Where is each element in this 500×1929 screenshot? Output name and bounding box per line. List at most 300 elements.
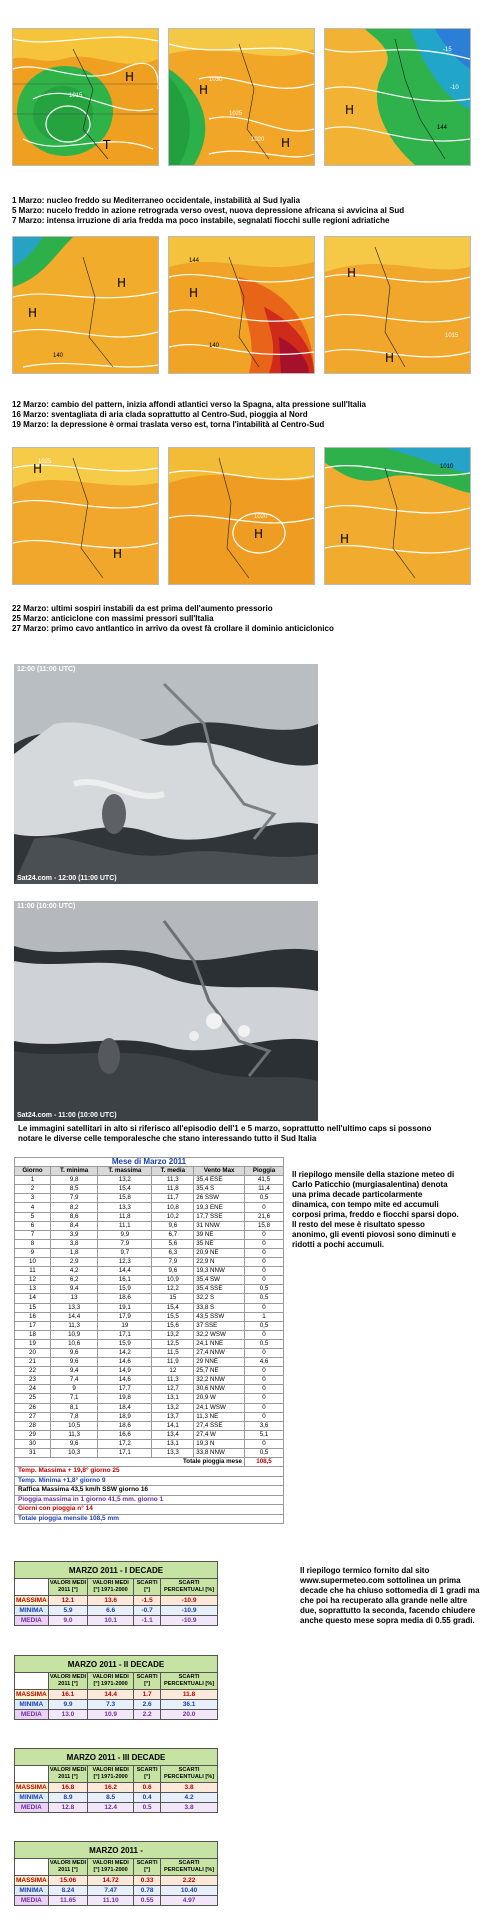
table-cell: 30	[15, 1439, 51, 1448]
decade-row	[15, 1783, 218, 1793]
decade-row	[15, 1690, 218, 1700]
decade-header: SCARTI [°]	[134, 1766, 161, 1783]
table-cell: 18,4	[98, 1403, 152, 1412]
table-cell: 10,9	[152, 1276, 194, 1285]
decade-value: 2.2	[134, 1710, 161, 1720]
side-note-1: Il riepilogo mensile della stazione meteo di Carlo Paticchio (murgiasalentina) denota una prima decade particolarmente dinamica, con tempo mite ed accumuli corposi prima, freddo e fiocchi sparsi dopo. Il resto del mese è risultato spesso anonimo, gli eventi piovosi sono diminuti e ridotti a pochi accumuli.	[292, 1170, 459, 1249]
table-cell: 15	[152, 1294, 194, 1303]
decade-value: 12.1	[48, 1596, 88, 1606]
decade-row	[15, 1616, 218, 1626]
decade-row	[15, 1886, 218, 1896]
svg-text:144: 144	[189, 258, 200, 264]
monthly-table-body	[15, 1176, 284, 1458]
svg-text:140: 140	[53, 353, 64, 359]
decade-value: 3.8	[161, 1803, 218, 1813]
decade-value: 4.2	[161, 1793, 218, 1803]
decade-value: 10.1	[88, 1616, 134, 1626]
table-cell: 18,9	[98, 1412, 152, 1421]
table-row	[15, 1385, 284, 1394]
table-cell: 13	[51, 1294, 98, 1303]
map-1-marzo	[12, 28, 159, 166]
map-19-marzo	[324, 236, 471, 374]
monthly-header-3: T. media	[152, 1167, 194, 1176]
table-cell: 20	[15, 1348, 51, 1357]
decade-value: -1.5	[134, 1596, 161, 1606]
table-cell: 7,1	[51, 1394, 98, 1403]
decade-header: VALORI MEDI 2011 [°]	[48, 1766, 88, 1783]
table-cell: 8,6	[51, 1212, 98, 1221]
table-cell: 17	[15, 1321, 51, 1330]
table-cell: 0	[245, 1394, 284, 1403]
decade-row	[15, 1876, 218, 1886]
decade-row-label: MASSIMA	[16, 1784, 47, 1791]
decade-row	[15, 1596, 218, 1606]
table-cell: 9,4	[51, 1285, 98, 1294]
table-cell: 0	[245, 1303, 284, 1312]
table-cell: 9,6	[152, 1267, 194, 1276]
svg-text:1015: 1015	[445, 333, 459, 339]
table-cell: 11,3	[51, 1430, 98, 1439]
satellite-1-bottom-label: Sat24.com - 12:00 (11:00 UTC)	[17, 875, 117, 882]
decade-row-label: MASSIMA	[16, 1877, 47, 1884]
table-cell: 29	[15, 1430, 51, 1439]
decade-value: 1.7	[134, 1690, 161, 1700]
table-cell: 11	[15, 1267, 51, 1276]
table-cell: 11,1	[98, 1221, 152, 1230]
table-cell: 9,6	[51, 1358, 98, 1367]
monthly-table	[14, 1157, 284, 1467]
decade-row	[15, 1896, 218, 1906]
table-cell: 9	[15, 1248, 51, 1257]
table-row	[15, 1412, 284, 1421]
table-cell: 14,6	[98, 1358, 152, 1367]
map-12-marzo	[12, 236, 159, 374]
decade-value: 4.97	[161, 1896, 218, 1906]
map-7-marzo	[324, 28, 471, 166]
svg-text:H: H	[113, 547, 123, 561]
table-cell: 14,2	[98, 1348, 152, 1357]
table-cell: 11,8	[98, 1212, 152, 1221]
table-cell: 11,3	[152, 1176, 194, 1185]
table-cell: 8	[15, 1239, 51, 1248]
table-cell: 19,1	[98, 1303, 152, 1312]
monthly-stat-line: Temp. Massima + 19,8° giorno 25	[14, 1467, 284, 1477]
svg-text:1030: 1030	[209, 77, 223, 83]
map-25-marzo	[168, 447, 315, 585]
table-cell: 16,6	[98, 1430, 152, 1439]
decade-value: 3.8	[161, 1783, 218, 1793]
table-row	[15, 1348, 284, 1357]
total-label: Totale pioggia mese	[15, 1458, 245, 1467]
table-cell: 11,3	[152, 1376, 194, 1385]
table-cell: 8,2	[51, 1203, 98, 1212]
decade-value: 9.0	[48, 1616, 88, 1626]
decade-value: 2.6	[134, 1700, 161, 1710]
table-cell: 9,8	[51, 1176, 98, 1185]
decade-value: 10.9	[88, 1710, 134, 1720]
decade-value: 12.4	[88, 1803, 134, 1813]
table-cell: 24,1 NNE	[194, 1339, 245, 1348]
table-cell: 10,5	[51, 1421, 98, 1430]
table-row	[15, 1239, 284, 1248]
svg-text:H: H	[199, 83, 209, 97]
satellite-caption: Le immagini satellitari in alto si riferisco all'episodio dell'1 e 5 marzo, soprattutto nell'ultimo caps si possono notare le diverse celle temporalesche che stano interessando tutto il Sud Italia	[18, 1124, 432, 1143]
table-cell: 8,1	[51, 1403, 98, 1412]
decade-value: 16.8	[48, 1783, 88, 1793]
table-cell: 0	[245, 1376, 284, 1385]
table-cell: 6,2	[51, 1276, 98, 1285]
table-cell: 19	[15, 1339, 51, 1348]
table-cell: 19,3 ENE	[194, 1203, 245, 1212]
svg-text:H: H	[28, 306, 38, 320]
table-cell: 15,8	[98, 1194, 152, 1203]
table-cell: 0	[245, 1203, 284, 1212]
table-cell: 27,4 NNW	[194, 1348, 245, 1357]
decade-value: 0.5	[134, 1803, 161, 1813]
monthly-stat-line: Pioggia massima in 1 giorno 41,5 mm. giorno 1	[14, 1496, 284, 1506]
svg-text:-10: -10	[450, 85, 459, 91]
satellite-2-bottom-label: Sat24.com - 11:00 (10:00 UTC)	[17, 1112, 117, 1119]
table-row	[15, 1203, 284, 1212]
table-cell: 0,5	[245, 1449, 284, 1458]
table-cell: 7,4	[51, 1376, 98, 1385]
svg-text:T: T	[103, 138, 111, 152]
table-cell: 14	[15, 1294, 51, 1303]
table-cell: 30,6 NNW	[194, 1385, 245, 1394]
table-cell: 14,4	[51, 1312, 98, 1321]
svg-text:H: H	[125, 70, 135, 84]
table-cell: 0	[245, 1403, 284, 1412]
table-row	[15, 1230, 284, 1239]
svg-text:1025: 1025	[229, 111, 243, 117]
table-cell: 9,9	[98, 1230, 152, 1239]
monthly-stat-line: Temp. Minima +1,8° giorno 9	[14, 1477, 284, 1487]
table-cell: 11,7	[152, 1194, 194, 1203]
table-row	[15, 1248, 284, 1257]
decade-value: -10.9	[161, 1606, 218, 1616]
decade-value: 15.06	[48, 1876, 88, 1886]
table-cell: 15,4	[98, 1185, 152, 1194]
table-cell: 31 NNW	[194, 1221, 245, 1230]
decade-table-1	[14, 1561, 218, 1626]
decade-title: MARZO 2011 -	[15, 1842, 218, 1859]
table-cell: 35,4 SW	[194, 1276, 245, 1285]
table-cell: 7,9	[98, 1239, 152, 1248]
decade-value: 12.8	[48, 1803, 88, 1813]
table-cell: 6	[15, 1221, 51, 1230]
table-cell: 0	[245, 1348, 284, 1357]
side-note-2: Il riepilogo termico fornito dal sito www.supermeteo.com sottolinea un prima decade che ha chiuso sottomedia di 1 gradi ma che poi ha recuperato alla grande nelle altre due, soprattutto la seconda, facendo chiudere anche questo mese sopra media di 0.55 gradi.	[300, 1566, 480, 1625]
table-cell: 43,5 SSW	[194, 1312, 245, 1321]
table-cell: 14,4	[98, 1267, 152, 1276]
decade-value: -0.7	[134, 1606, 161, 1616]
decade-value: 0.6	[134, 1783, 161, 1793]
table-cell: 7	[15, 1230, 51, 1239]
decade-corner	[15, 1579, 49, 1596]
monthly-stat-line: Raffica Massima 43,5 km/h SSW giorno 16	[14, 1486, 284, 1496]
table-cell: 9,6	[152, 1221, 194, 1230]
table-row	[15, 1267, 284, 1276]
svg-text:H: H	[347, 266, 357, 280]
table-cell: 35 NE	[194, 1239, 245, 1248]
table-cell: 10,6	[51, 1339, 98, 1348]
table-cell: 5,6	[152, 1239, 194, 1248]
decade-header: VALORI MEDI [°] 1971-2000	[88, 1579, 134, 1596]
table-row	[15, 1212, 284, 1221]
decade-corner	[15, 1859, 49, 1876]
table-cell: 6,7	[152, 1230, 194, 1239]
table-row	[15, 1439, 284, 1448]
decade-header: SCARTI PERCENTUALI [%]	[161, 1766, 218, 1783]
table-cell: 19,3 N	[194, 1439, 245, 1448]
table-cell: 17,7 SSE	[194, 1212, 245, 1221]
table-cell: 7,9	[152, 1258, 194, 1267]
table-row	[15, 1303, 284, 1312]
table-cell: 3,6	[245, 1421, 284, 1430]
decade-value: -10.9	[161, 1616, 218, 1626]
table-cell: 24	[15, 1385, 51, 1394]
table-cell: 8,5	[51, 1185, 98, 1194]
decade-header: VALORI MEDI 2011 [°]	[48, 1579, 88, 1596]
table-cell: 10,8	[152, 1203, 194, 1212]
svg-text:H: H	[281, 136, 291, 150]
table-cell: 20,9 W	[194, 1394, 245, 1403]
table-cell: 1,8	[51, 1248, 98, 1257]
table-row	[15, 1376, 284, 1385]
decade-row	[15, 1803, 218, 1813]
table-row	[15, 1394, 284, 1403]
table-cell: 23	[15, 1376, 51, 1385]
table-cell: 12,7	[152, 1385, 194, 1394]
table-cell: 11,8	[152, 1185, 194, 1194]
table-cell: 5,1	[245, 1430, 284, 1439]
decade-value: 16.2	[88, 1783, 134, 1793]
table-cell: 0,5	[245, 1321, 284, 1330]
table-cell: 12,5	[152, 1339, 194, 1348]
table-cell: 13,2	[98, 1176, 152, 1185]
table-cell: 15,5	[152, 1312, 194, 1321]
table-cell: 0,5	[245, 1294, 284, 1303]
monthly-table-title: Mese di Marzo 2011	[15, 1158, 284, 1167]
decade-header: VALORI MEDI [°] 1971-2000	[88, 1766, 134, 1783]
table-cell: 25	[15, 1394, 51, 1403]
table-cell: 3,8	[51, 1239, 98, 1248]
table-cell: 33,8 NNW	[194, 1449, 245, 1458]
decade-value: 14.72	[88, 1876, 134, 1886]
table-cell: 4	[15, 1203, 51, 1212]
table-cell: 17,7	[98, 1385, 152, 1394]
decade-title: MARZO 2011 - I DECADE	[15, 1562, 218, 1579]
table-row	[15, 1358, 284, 1367]
table-cell: 18,6	[98, 1294, 152, 1303]
table-cell: 14,9	[98, 1367, 152, 1376]
svg-text:H: H	[340, 532, 350, 546]
table-row	[15, 1221, 284, 1230]
svg-text:140: 140	[209, 343, 220, 349]
caption-row-1: 1 Marzo: nucleo freddo su Mediterraneo occidentale, instabilità al Sud Iyalia 5 Marzo: nucelo freddo in azione retrograda verso ovest, nuova depressione africana si avvicina al Sud 7 Marzo: intensa irruzione di aria fredda ma poco instabile, segnalati fiocchi sulle regioni adriatiche	[12, 196, 405, 225]
table-row	[15, 1449, 284, 1458]
table-cell: 13,2	[152, 1403, 194, 1412]
table-cell: 16,1	[98, 1276, 152, 1285]
table-cell: 7,9	[51, 1194, 98, 1203]
monthly-stat-line: Totale pioggia mensile 108,5 mm	[14, 1515, 284, 1525]
map-27-marzo	[324, 447, 471, 585]
table-cell: 22,9 N	[194, 1258, 245, 1267]
table-row	[15, 1312, 284, 1321]
decade-row	[15, 1793, 218, 1803]
table-cell: 9	[51, 1385, 98, 1394]
decade-value: 8.9	[48, 1793, 88, 1803]
decade-value: 7.3	[88, 1700, 134, 1710]
svg-text:1025: 1025	[38, 459, 52, 465]
table-cell: 0	[245, 1258, 284, 1267]
table-row	[15, 1176, 284, 1185]
table-cell: 39 NE	[194, 1230, 245, 1239]
decade-header: SCARTI PERCENTUALI [%]	[161, 1579, 218, 1596]
table-cell: 35,4 ESE	[194, 1176, 245, 1185]
table-cell: 7,8	[51, 1412, 98, 1421]
decade-value: 0.33	[134, 1876, 161, 1886]
table-cell: 9,6	[51, 1348, 98, 1357]
decade-value: 7.47	[88, 1886, 134, 1896]
decade-value: -1.1	[134, 1616, 161, 1626]
monthly-header-1: T. minima	[51, 1167, 98, 1176]
table-cell: 15,9	[98, 1285, 152, 1294]
table-cell: 19	[98, 1321, 152, 1330]
table-cell: 4,2	[51, 1267, 98, 1276]
svg-text:H: H	[385, 351, 395, 365]
monthly-stat-line: Giorni con pioggia n° 14	[14, 1505, 284, 1515]
table-row	[15, 1294, 284, 1303]
table-cell: 10,2	[152, 1212, 194, 1221]
table-cell: 26 SSW	[194, 1194, 245, 1203]
total-value: 108,5	[245, 1458, 284, 1467]
table-cell: 32,2 NNW	[194, 1376, 245, 1385]
table-cell: 35,4 S	[194, 1185, 245, 1194]
map-16-marzo	[168, 236, 315, 374]
table-cell: 31	[15, 1449, 51, 1458]
table-row	[15, 1403, 284, 1412]
table-cell: 19,3 NNW	[194, 1267, 245, 1276]
table-cell: 32,2 WSW	[194, 1330, 245, 1339]
table-cell: 0	[245, 1412, 284, 1421]
decade-row-label: MINIMA	[15, 1886, 49, 1896]
table-cell: 20,9 NE	[194, 1248, 245, 1257]
table-cell: 27,4 W	[194, 1430, 245, 1439]
table-cell: 16	[15, 1312, 51, 1321]
table-cell: 3	[15, 1194, 51, 1203]
table-cell: 0	[245, 1248, 284, 1257]
table-cell: 11,3 NE	[194, 1412, 245, 1421]
table-cell: 35,4 SSE	[194, 1285, 245, 1294]
table-cell: 21,6	[245, 1212, 284, 1221]
decade-header: VALORI MEDI [°] 1971-2000	[88, 1673, 134, 1690]
table-cell: 15,6	[152, 1321, 194, 1330]
decade-value: 9.9	[48, 1700, 88, 1710]
table-cell: 14,6	[98, 1376, 152, 1385]
table-cell: 22	[15, 1367, 51, 1376]
decade-header: SCARTI [°]	[134, 1859, 161, 1876]
decade-row-label: MASSIMA	[16, 1691, 47, 1698]
table-cell: 29 NNE	[194, 1358, 245, 1367]
monthly-header-2: T. massima	[98, 1167, 152, 1176]
table-cell: 2,9	[51, 1258, 98, 1267]
decade-header: SCARTI [°]	[134, 1673, 161, 1690]
table-cell: 27,4 SSE	[194, 1421, 245, 1430]
table-row	[15, 1339, 284, 1348]
decade-table-4	[14, 1841, 218, 1906]
table-row	[15, 1185, 284, 1194]
table-cell: 13,2	[152, 1330, 194, 1339]
monthly-table-header	[15, 1167, 284, 1176]
caption-row-2: 12 Marzo: cambio del pattern, inizia affondi atlantici verso la Spagna, alta pressione sull'Italia 16 Marzo: sventagliata di aria clada soprattutto al Centro-Sud, pioggia al Nord 19 Marzo: la depressione è ormai traslata verso est, torna l'intabilità al Centro-Sud	[12, 400, 366, 429]
decade-header: SCARTI PERCENTUALI [%]	[161, 1859, 218, 1876]
decade-row	[15, 1606, 218, 1616]
decade-header: SCARTI [°]	[134, 1579, 161, 1596]
decade-table-2	[14, 1655, 218, 1720]
table-cell: 0	[245, 1276, 284, 1285]
decade-header: VALORI MEDI 2011 [°]	[48, 1859, 88, 1876]
svg-text:-15: -15	[443, 47, 452, 53]
decade-row-label: MINIMA	[15, 1606, 49, 1616]
table-cell: 12,2	[152, 1285, 194, 1294]
table-cell: 11,3	[51, 1321, 98, 1330]
table-cell: 10	[15, 1258, 51, 1267]
table-cell: 1	[245, 1312, 284, 1321]
table-row	[15, 1430, 284, 1439]
table-cell: 24,1 WSW	[194, 1403, 245, 1412]
decade-value: 5.9	[48, 1606, 88, 1616]
decade-value: 0.55	[134, 1896, 161, 1906]
table-cell: 9,4	[51, 1367, 98, 1376]
decade-corner	[15, 1673, 49, 1690]
decade-value: 36.1	[161, 1700, 218, 1710]
decade-value: 20.0	[161, 1710, 218, 1720]
table-row	[15, 1276, 284, 1285]
caption-row-3: 22 Marzo: ultimi sospiri instabili da est prima dell'aumento pressorio 25 Marzo: anticiclone con massimi pressori sull'Italia 27 Marzo: primo cavo antlantico in arrivo da ovest fà crollare il dominio anticiclonico	[12, 604, 334, 633]
svg-text:1015: 1015	[69, 93, 83, 99]
decade-value: 13.6	[88, 1596, 134, 1606]
table-cell: 15	[15, 1303, 51, 1312]
table-cell: 13,3	[98, 1203, 152, 1212]
table-cell: 17,1	[98, 1449, 152, 1458]
table-cell: 11,4	[245, 1185, 284, 1194]
decade-header: SCARTI PERCENTUALI [%]	[161, 1673, 218, 1690]
decade-table-3	[14, 1748, 218, 1813]
monthly-table-block	[14, 1157, 284, 1524]
table-cell: 12	[15, 1276, 51, 1285]
table-cell: 26	[15, 1403, 51, 1412]
map-5-marzo	[168, 28, 315, 166]
table-cell: 41,5	[245, 1176, 284, 1185]
decade-corner	[15, 1766, 49, 1783]
table-cell: 13,4	[152, 1430, 194, 1439]
decade-value: 10.40	[161, 1886, 218, 1896]
decade-value: 16.1	[48, 1690, 88, 1700]
decade-value: 2.22	[161, 1876, 218, 1886]
table-cell: 2	[15, 1185, 51, 1194]
decade-row	[15, 1710, 218, 1720]
table-row	[15, 1330, 284, 1339]
svg-text:H: H	[33, 462, 43, 476]
satellite-image-1	[14, 664, 318, 884]
decade-row-label: MASSIMA	[16, 1597, 47, 1604]
decade-row-label: MINIMA	[15, 1793, 49, 1803]
decade-row-label: MEDIA	[15, 1710, 49, 1720]
table-cell: 13,1	[152, 1439, 194, 1448]
decade-row	[15, 1700, 218, 1710]
table-cell: 25,7 NE	[194, 1367, 245, 1376]
